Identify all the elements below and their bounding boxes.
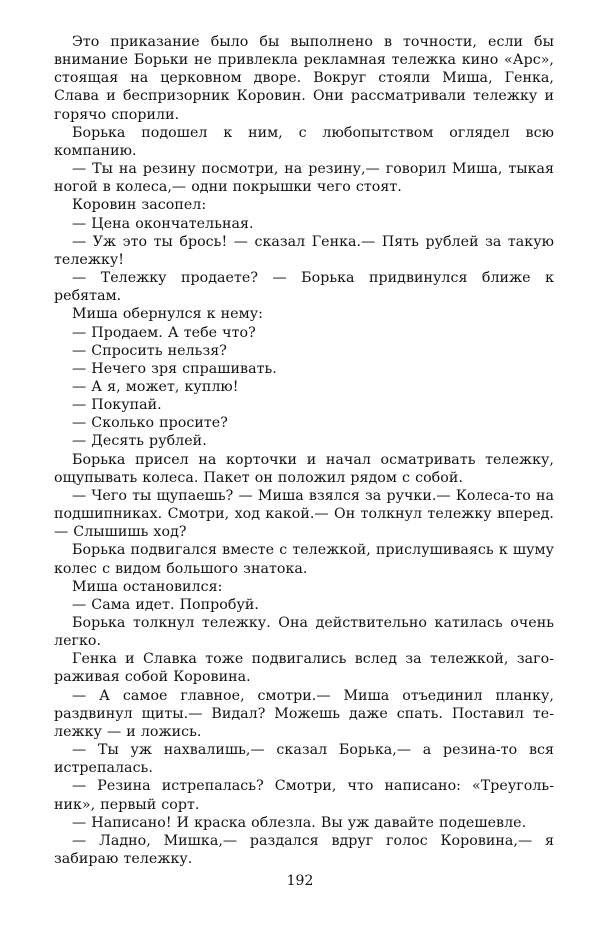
paragraph: — Десять рублей. <box>72 433 207 450</box>
paragraph: Борька присел на корточки и начал осматривать тележку, ощупывать колеса. Пакет он положил рядом с собой. <box>54 451 554 486</box>
paragraph: — Сама идет. Попробуй. <box>72 596 259 613</box>
paragraph: — Ты на резину посмотри, на резину,— говорил Миша, тыкая ногой в колеса,— одни покрышки чего стоят. <box>54 161 554 196</box>
paragraph: Генка и Славка тоже подвигались вслед за тележкой, загораживая собой Коровина. <box>54 651 554 686</box>
paragraph: — Цена окончательная. <box>72 215 254 232</box>
paragraph: Миша остановился: <box>72 578 223 595</box>
paragraph: Борька толкнул тележку. Она действительно катилась очень легко. <box>54 615 554 650</box>
paragraph: — А я, может, куплю! <box>72 378 239 395</box>
paragraph: Борька подвигался вместе с тележкой, прислушиваясь к шуму колес с видом большого знатока. <box>54 542 554 577</box>
body-text <box>54 33 554 868</box>
paragraph: Борька подошел к ним, с любопытством оглядел всю компанию. <box>54 124 554 159</box>
paragraph: Это приказание было бы выполнено в точности, если бы внимание Борьки не привлекла рекламная тележка кино «Арс», стоящая на церковном дворе. Вокруг стояли Миша, Генка, Слава и беспризорник Коровин. Они рассматривали тележку и горячо спорили. <box>54 34 554 123</box>
paragraph: — Уж это ты брось! — сказал Генка.— Пять рублей за такую тележку! <box>54 233 554 268</box>
paragraph: — Ладно, Мишка,— раздался вдруг голос Коровина,— я забираю тележку. <box>54 832 554 868</box>
paragraph: — Нечего зря спрашивать. <box>72 360 277 377</box>
paragraph: — Чего ты щупаешь? — Миша взялся за ручки.— Колеса-то на подшипниках. Смотри, ход какой.— Он толкнул тележку вперед.— Слышишь ход? <box>54 487 554 541</box>
paragraph: — Спросить нельзя? <box>72 342 227 359</box>
paragraph: — Сколько просите? <box>72 415 228 432</box>
paragraph: — Покупай. <box>72 397 162 414</box>
paragraph: Миша обернулся к нему: <box>72 306 263 323</box>
paragraph: — Продаем. А тебе что? <box>72 324 256 341</box>
page-number: 192 <box>286 873 314 889</box>
paragraph: — Написано! И краска облезла. Вы уж давайте подешевле. <box>72 814 527 831</box>
paragraph: — Тележку продаете? — Борька придвинулся ближе к ребятам. <box>54 270 554 305</box>
paragraph: — Резина истрепалась? Смотри, что написано: «Треугольник», первый сорт. <box>54 778 554 813</box>
paragraph: — Ты уж нахвалишь,— сказал Борька,— а резина-то вся истрепалась. <box>54 742 554 777</box>
paragraph: Коровин засопел: <box>72 197 207 214</box>
paragraph: — А самое главное, смотри.— Миша отъединил планку, раздвинул щиты.— Видал? Можешь даже спать. Поставил тележку — и ложись. <box>54 687 554 740</box>
